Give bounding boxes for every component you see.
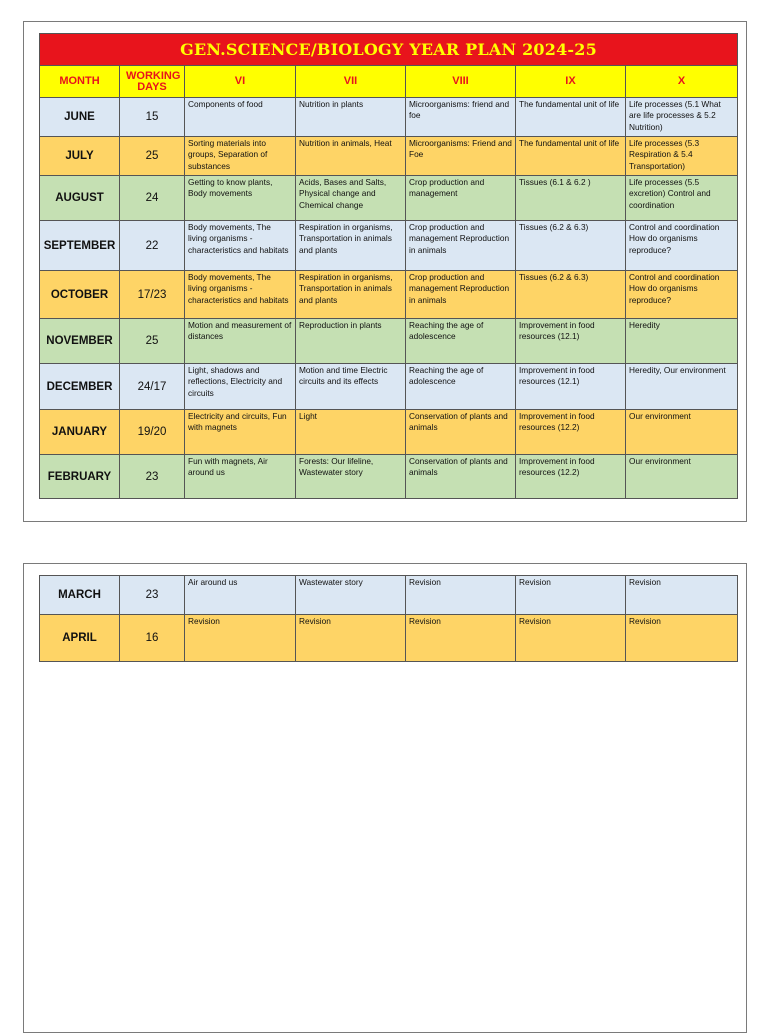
plan-row-november [40, 319, 738, 364]
class-viii-topic-cell: Microorganisms: friend and foe [406, 98, 516, 137]
class-viii-topic-cell: Revision [406, 615, 516, 662]
class-ix-topic-cell: Tissues (6.1 & 6.2 ) [516, 176, 626, 221]
class-x-topic-cell: Life processes (5.5 excretion) Control and coordination [626, 176, 738, 221]
month-cell: APRIL [40, 615, 120, 662]
class-vi-topic-cell: Motion and measurement of distances [185, 319, 296, 364]
plan-row-april [40, 615, 738, 662]
class-viii-topic-cell: Conservation of plants and animals [406, 455, 516, 499]
plan-row-february [40, 455, 738, 499]
class-viii-topic-cell: Revision [406, 576, 516, 615]
class-vi-topic-cell: Light, shadows and reflections, Electricity and circuits [185, 364, 296, 410]
class-vii-topic-cell: Nutrition in animals, Heat [296, 137, 406, 176]
class-vii-topic-cell: Light [296, 410, 406, 455]
class-ix-topic-cell: Improvement in food resources (12.1) [516, 319, 626, 364]
class-x-topic-cell: Heredity [626, 319, 738, 364]
class-ix-topic-cell: Tissues (6.2 & 6.3) [516, 271, 626, 319]
class-x-topic-cell: Life processes (5.3 Respiration & 5.4 Transportation) [626, 137, 738, 176]
working-days-cell: 24 [120, 176, 185, 221]
month-cell: SEPTEMBER [40, 221, 120, 271]
working-days-cell: 25 [120, 319, 185, 364]
class-vi-topic-cell: Air around us [185, 576, 296, 615]
class-ix-topic-cell: Improvement in food resources (12.1) [516, 364, 626, 410]
class-vi-topic-cell: Getting to know plants, Body movements [185, 176, 296, 221]
month-cell: DECEMBER [40, 364, 120, 410]
class-ix-topic-cell: Tissues (6.2 & 6.3) [516, 221, 626, 271]
class-ix-topic-cell: Revision [516, 576, 626, 615]
class-x-topic-cell: Our environment [626, 410, 738, 455]
working-days-cell: 17/23 [120, 271, 185, 319]
plan-row-january [40, 410, 738, 455]
header-class-vii: VII [296, 66, 406, 98]
working-days-cell: 23 [120, 455, 185, 499]
class-vii-topic-cell: Nutrition in plants [296, 98, 406, 137]
class-vi-topic-cell: Body movements, The living organisms - characteristics and habitats [185, 271, 296, 319]
working-days-cell: 15 [120, 98, 185, 137]
plan-row-december [40, 364, 738, 410]
class-viii-topic-cell: Reaching the age of adolescence [406, 319, 516, 364]
month-cell: AUGUST [40, 176, 120, 221]
header-month: MONTH [40, 66, 120, 98]
class-x-topic-cell: Heredity, Our environment [626, 364, 738, 410]
plan-row-august [40, 176, 738, 221]
working-days-cell: 22 [120, 221, 185, 271]
class-vii-topic-cell: Respiration in organisms, Transportation in animals and plants [296, 271, 406, 319]
year-plan-table-continued [39, 575, 738, 662]
month-cell: JANUARY [40, 410, 120, 455]
working-days-cell: 24/17 [120, 364, 185, 410]
month-cell: OCTOBER [40, 271, 120, 319]
class-vii-topic-cell: Acids, Bases and Salts, Physical change and Chemical change [296, 176, 406, 221]
class-vi-topic-cell: Revision [185, 615, 296, 662]
class-vii-topic-cell: Reproduction in plants [296, 319, 406, 364]
class-viii-topic-cell: Crop production and management Reproduction in animals [406, 271, 516, 319]
class-vii-topic-cell: Forests: Our lifeline, Wastewater story [296, 455, 406, 499]
class-vi-topic-cell: Sorting materials into groups, Separation of substances [185, 137, 296, 176]
class-ix-topic-cell: Improvement in food resources (12.2) [516, 455, 626, 499]
plan-row-march [40, 576, 738, 615]
class-vii-topic-cell: Wastewater story [296, 576, 406, 615]
class-viii-topic-cell: Reaching the age of adolescence [406, 364, 516, 410]
working-days-cell: 19/20 [120, 410, 185, 455]
class-x-topic-cell: Revision [626, 576, 738, 615]
header-class-viii: VIII [406, 66, 516, 98]
document-page-2 [23, 563, 747, 1033]
plan-row-october [40, 271, 738, 319]
month-cell: JULY [40, 137, 120, 176]
class-x-topic-cell: Control and coordination How do organisms reproduce? [626, 271, 738, 319]
month-cell: FEBRUARY [40, 455, 120, 499]
plan-row-september [40, 221, 738, 271]
class-vi-topic-cell: Body movements, The living organisms - characteristics and habitats [185, 221, 296, 271]
class-viii-topic-cell: Conservation of plants and animals [406, 410, 516, 455]
class-viii-topic-cell: Crop production and management Reproduction in animals [406, 221, 516, 271]
class-vi-topic-cell: Components of food [185, 98, 296, 137]
class-ix-topic-cell: Revision [516, 615, 626, 662]
header-class-vi: VI [185, 66, 296, 98]
working-days-cell: 25 [120, 137, 185, 176]
class-ix-topic-cell: The fundamental unit of life [516, 98, 626, 137]
class-vi-topic-cell: Fun with magnets, Air around us [185, 455, 296, 499]
plan-title: GEN.SCIENCE/BIOLOGY YEAR PLAN 2024-25 [40, 34, 738, 66]
plan-row-july [40, 137, 738, 176]
month-cell: JUNE [40, 98, 120, 137]
class-vi-topic-cell: Electricity and circuits, Fun with magnets [185, 410, 296, 455]
month-cell: NOVEMBER [40, 319, 120, 364]
header-working-days: WORKING DAYS [120, 66, 185, 98]
working-days-cell: 23 [120, 576, 185, 615]
class-ix-topic-cell: Improvement in food resources (12.2) [516, 410, 626, 455]
year-plan-table [39, 33, 738, 499]
class-vii-topic-cell: Respiration in organisms, Transportation in animals and plants [296, 221, 406, 271]
month-cell: MARCH [40, 576, 120, 615]
class-vii-topic-cell: Motion and time Electric circuits and its effects [296, 364, 406, 410]
document-page-1 [23, 21, 747, 522]
header-class-x: X [626, 66, 738, 98]
class-viii-topic-cell: Crop production and management [406, 176, 516, 221]
class-ix-topic-cell: The fundamental unit of life [516, 137, 626, 176]
class-x-topic-cell: Control and coordination How do organisms reproduce? [626, 221, 738, 271]
header-class-ix: IX [516, 66, 626, 98]
class-x-topic-cell: Life processes (5.1 What are life processes & 5.2 Nutrition) [626, 98, 738, 137]
working-days-cell: 16 [120, 615, 185, 662]
plan-row-june [40, 98, 738, 137]
class-x-topic-cell: Our environment [626, 455, 738, 499]
class-viii-topic-cell: Microorganisms: Friend and Foe [406, 137, 516, 176]
class-vii-topic-cell: Revision [296, 615, 406, 662]
class-x-topic-cell: Revision [626, 615, 738, 662]
